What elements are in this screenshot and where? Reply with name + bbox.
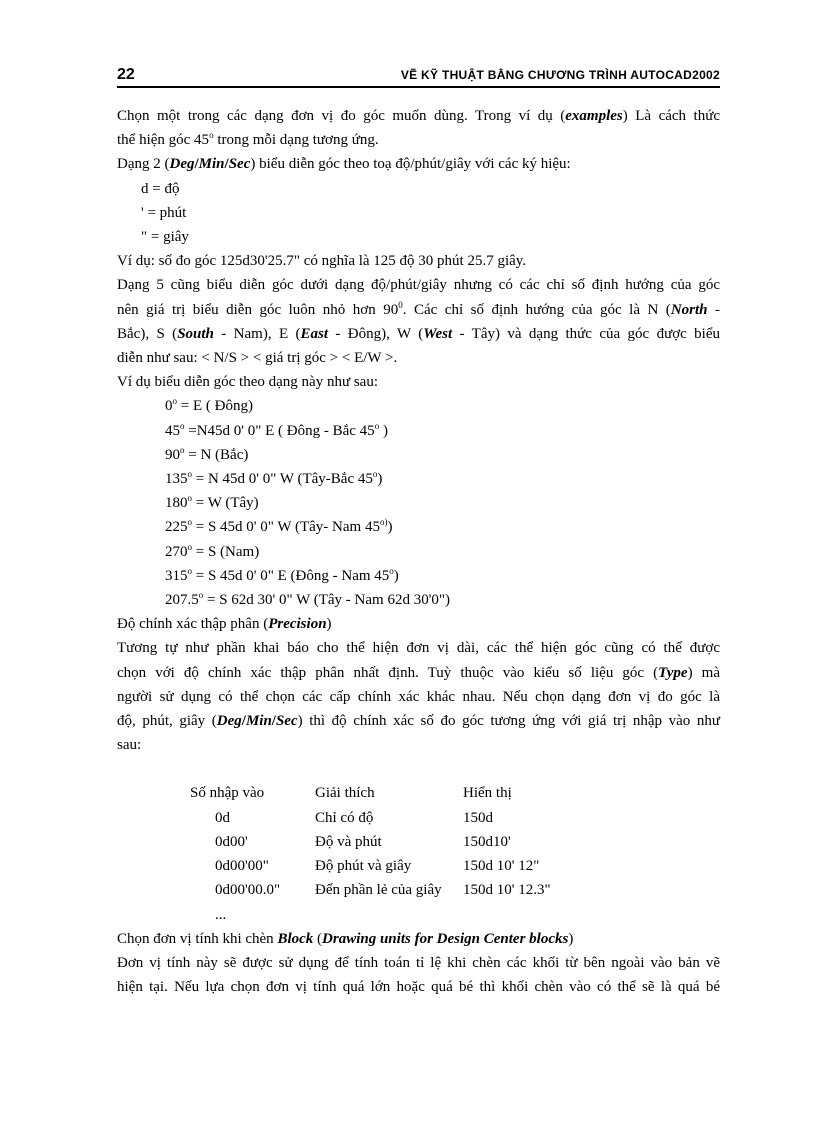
precision-heading: Độ chính xác thập phân (Precision) — [117, 616, 332, 633]
table-cell: 0d00' — [215, 833, 248, 850]
example-item: $207.5^o = S$ 62d 30' 0" W (Tây - Nam 62d 30'0") — [165, 590, 451, 609]
page-body — [117, 104, 720, 999]
example-item: $135^o = N$ 45d 0' 0" W (Tây-Bắc 45$^o$) — [165, 469, 383, 488]
format5-line-4: diễn như sau: < N/S > < giá trị góc > < E/W >. — [117, 350, 398, 367]
block-line-1: Đơn vị tính này sẽ được sử dụng để tính toán tỉ lệ khi chèn các khối từ bên ngoài vào bản vẽ — [117, 954, 720, 971]
examples-intro: Ví dụ biểu diễn góc theo dạng này như sau: — [117, 374, 378, 391]
table-cell: Chỉ có độ — [315, 809, 374, 826]
table-header: Hiển thị — [463, 785, 512, 802]
table-cell: Độ và phút — [315, 833, 382, 850]
format5-line-3: Bắc), S (South - Nam), E (East - Đông), W (West - Tây) và dạng thức của góc được biểu — [117, 325, 721, 342]
running-title: VẼ KỸ THUẬT BẰNG CHƯƠNG TRÌNH AUTOCAD2002 — [400, 68, 720, 82]
table-ellipsis: ... — [215, 906, 227, 923]
example-item: $90^o = N$ (Bắc) — [165, 444, 249, 463]
precision-line-2: chọn với độ chính xác thập phân nhất định. Tuỳ thuộc vào kiểu số liệu góc (Type) mà — [117, 664, 721, 681]
table-header: Giải thích — [315, 785, 375, 802]
format2-heading: Dạng 2 (Deg/Min/Sec) biểu diễn góc theo toạ độ/phút/giây với các ký hiệu: — [117, 156, 571, 173]
page-header — [117, 66, 720, 88]
table-row — [190, 854, 583, 878]
intro-line-2: thể hiện góc 45$^o$ trong mỗi dạng tương ứng. — [117, 130, 379, 149]
table-cell: 150d 10' 12.3" — [463, 882, 551, 899]
table-header: Số nhập vào — [190, 785, 265, 802]
table-row — [190, 878, 583, 902]
table-cell: 150d10' — [463, 833, 511, 850]
precision-table — [190, 781, 583, 926]
table-cell: 0d00'00" — [215, 858, 269, 875]
example-line: Ví dụ: số đo góc 125d30'25.7" có nghĩa là 125 độ 30 phút 25.7 giây. — [117, 253, 527, 270]
example-item: $45^o =N45d$ 0' 0" E ( Đông - Bắc 45$^o$ ) — [165, 420, 388, 439]
table-row — [190, 830, 583, 854]
table-row — [190, 806, 583, 830]
page-number: 22 — [117, 66, 135, 83]
symbol-second: " = giây — [141, 229, 189, 246]
example-item: $180^o = W$ (Tây) — [165, 493, 259, 512]
precision-line-3: người sử dụng có thể chọn các cấp chính xác khác nhau. Nếu chọn dạng đơn vị đo góc là — [117, 688, 720, 705]
table-cell: 0d00'00.0" — [215, 882, 281, 899]
symbol-degree: d = độ — [141, 180, 180, 197]
table-cell: 0d — [215, 809, 230, 826]
example-item: $270^o = S$ (Nam) — [165, 541, 260, 560]
example-item: $0^o = E$ ( Đông) — [165, 396, 253, 415]
precision-line-4: độ, phút, giây (Deg/Min/Sec) thì độ chính xác số đo góc tương ứng với giá trị nhập vào như — [117, 713, 720, 730]
format5-line-2: nên giá trị biểu diễn góc luôn nhỏ hơn $90^0$. Các chỉ số định hướng của góc là N (North - — [117, 299, 720, 318]
table-cell: Độ phút và giây — [315, 858, 412, 875]
precision-line-5: sau: — [117, 737, 142, 754]
intro-line-1: Chọn một trong các dạng đơn vị đo góc muốn dùng. Trong ví dụ (examples) Là cách thức — [117, 108, 720, 124]
table-cell: Đến phần lẻ của giây — [315, 882, 442, 899]
example-item: $225^o = S$ 45d 0' 0" W (Tây- Nam 45$^{o)}$) — [165, 517, 393, 536]
table-row — [190, 903, 583, 927]
block-heading: Chọn đơn vị tính khi chèn Block (Drawing units for Design Center blocks) — [117, 930, 574, 947]
format5-line-1: Dạng 5 cũng biểu diễn góc dưới dạng độ/phút/giây nhưng có các chỉ số định hướng của góc — [117, 277, 720, 294]
table-cell: 150d — [463, 809, 493, 826]
example-item: $315^o = S$ 45d 0' 0" E (Đông - Nam 45$^o$) — [165, 565, 399, 584]
table-cell: 150d 10' 12" — [463, 858, 540, 875]
precision-line-1: Tương tự như phần khai báo cho thể hiện đơn vị dài, các thể hiện góc cũng có thể được — [117, 640, 720, 657]
block-line-2: hiện tại. Nếu lựa chọn đơn vị tính quá lớn hoặc quá bé thì khối chèn vào có thể sẽ là quá bé — [117, 979, 720, 996]
table-header-row — [190, 781, 583, 805]
symbol-minute: ' = phút — [141, 204, 187, 221]
